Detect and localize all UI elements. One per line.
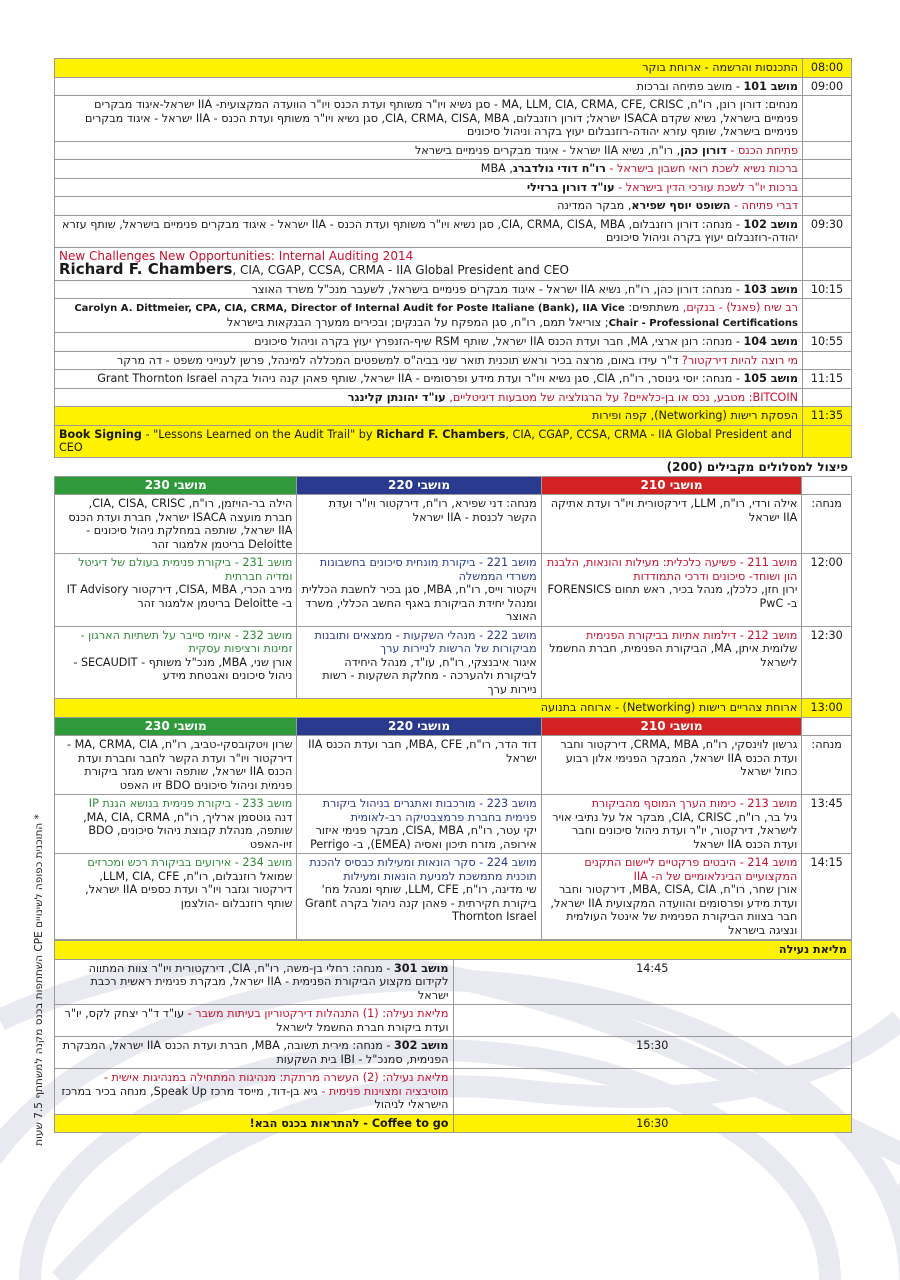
row-1630: 16:30 Coffee to go - להתראות בכנס הבא! (55, 1114, 852, 1133)
plenary-title-row: מליאת נעילה (55, 941, 852, 960)
row-1200: 12:00 מושב 211 - פשיעה כלכלית: מעילות והונאות, הלבנת הון ושוחד- סיכונים ודרכי התמודדות ירון חזן, כלכלן, מנהל בכיר, ראש תחום FORENSICS ב- PwC מושב 221 - ביקורת מונחית סיכונים בחשבונות משרדי הממשלה ויקטור וייס, רו"ח, MBA, סגן בכיר לחשבת הכללית ומנהל יחידת הביקורת באגף החשב הכללי, משרד האוצר מושב 231 - ביקורת פנימית בעולם של דיגיטל ומדיה חברתית מירב הכרי, CISA, MBA, דירקטור IT Advisory ב- Deloitte בריטמן אלמגור זהר (55, 554, 852, 627)
moderators-101-text: מנחים: דורון רונן, רו"ח, MA, LLM, CIA, CRMA, CFE, CRISC - סגן נשיא ויו"ר משותף ועדת הכנס ויו"ר הוועדה המקצועית- IIA ישראל-איגוד מבקרים פנימיים בישראל, נשיא שקדם ISACA ישראל; דורון רוזנבלום, CIA, CRMA, CISA, MBA, סגן נשיא ויו"ר משותף ועדת הכנס - IIA ישראל - איגוד מבקרים פנימיים בישראל, שותף עזרא יהודה-רוזנבלום יעוץ בקרה וניהול סיכונים (55, 96, 803, 142)
keynote-row (55, 247, 852, 280)
parallel-tracks-a (54, 476, 852, 941)
tracks-header: מושבי 210 מושבי 220 מושבי 230 (55, 717, 852, 736)
morning-schedule-table (54, 58, 852, 458)
row-0900 (55, 77, 852, 96)
row-1015: 10:15 מושב 103 - מנחה: דורון כהן, רו"ח, נשיא IIA ישראל - איגוד מבקרים פנימיים בישראל, לשעבר מנכ"ל משרד האוצר (55, 280, 852, 299)
row-1415: 14:15 מושב 214 - היבטים פרקטיים ליישום התקנים המקצועיים הבינלאומיים של ה- IIA אורן שחר, רו"ח, MBA, CISA, CIA, דירקטור וחבר ועדת מידע ופרסומים והוועדה המקצועית IIA ישראל, חבר בצוות הביקורת הפנימית של אינטל העולמית ונציגה בישראל מושב 224 - סקר הונאות ומעילות כבסיס להכנת תוכנית מתמשכת למניעת הונאות ומעילות שי מדינה, רו"ח, LLM, CFE, שותף ומנהל מח' ביקורת חקירתית - פאהן קנה ניהול בקרה Grant Thornton Israel מושב 234 - אירועים בביקורת רכש ומכרזים שמואל רוזנבלום, רו"ח, LLM, CIA, CFE, דירקטור וגזבר ויו"ר ועדת כספים IIA ישראל, שותף רוזנבלום -הולצמן (55, 854, 852, 940)
time-cell: 08:00 (803, 59, 852, 78)
closing-1-row: מליאת נעילה: (1) התנהלות דירקטוריון בעיתות משבר - עו"ד ד"ר יצחק לקס, יו"ר ועדת ביקורת חברת החשמל לישראל (55, 1005, 852, 1037)
greeting-row: דברי פתיחה - השופט יוסף שפירא, מבקר המדינה (55, 197, 852, 216)
track-230-header: מושבי 230 (55, 476, 297, 495)
closing-2-row: מליאת נעילה: (2) העשרה מרתקת: מנהיגות המתחילה במנהיגות אישית - מוטיבציה ומצוינות פנימית - גיא בן-דוד, מייסד מרכז Speak Up, מנחה בכיר במרכז הישראלי לניהול (55, 1069, 852, 1115)
keynote-speaker: Richard F. Chambers, CIA, CGAP, CCSA, CRMA - IIA Global President and CEO (59, 260, 569, 278)
row-1530: 15:30 מושב 302 - מנחה: מירית תשובה, MBA, חברת ועדת הכנס IIA ישראל, המבקרת הפנימית, סמנכ"ל - IBI בית השקעות (55, 1037, 852, 1069)
closing-schedule-table (54, 940, 852, 1133)
moderators-row: מנחה: גרשון לוינסקי, רו"ח, CRMA, MBA, דירקטור וחבר ועדת הכנס IIA ישראל, המבקר הפנימי אלון רבוע כחול ישראל דוד הדר, רו"ח, MBA, CFE, חבר ועדת הכנס IIA ישראל שרון ויטקובסקי-טביב, רו"ח, MA, CRMA, CIA - דירקטור ויו"ר ועדת הקשר לחבר וחברת ועדת הכנס IIA ישראל, שותפה וראש מגזר ביקורת פנימית וניהול סיכונים BDO זיו האפט (55, 736, 852, 795)
session-text: - מושב פתיחה וברכות (636, 79, 744, 93)
row-1055: 10:55 מושב 104 - מנחה: רונן ארצי, MA, חבר ועדת הכנס IIA ישראל, שותף RSM שיף-הזנפרץ יעוץ בקרה וניהול סיכונים (55, 333, 852, 352)
talk-104-row: מי רוצה להיות דירקטור? ד"ר עידו באום, מרצה בכיר וראש תוכנית תואר שני בביה"ס למשפטים המכללה למינהל, פרשן לענייני משפט - דה מרקר (55, 351, 852, 370)
parallel-tracks-title: פיצול למסלולים מקבילים (200) (666, 459, 848, 474)
side-note (20, 700, 58, 1260)
track-220-header: מושבי 220 (297, 476, 541, 495)
greeting-row: ברכות נשיא לשכת רואי חשבון בישראל - רו"ח דודי גולדברג, MBA (55, 160, 852, 179)
tracks-header (55, 476, 852, 495)
greeting-row: ברכות יו"ר לשכת עורכי הדין בישראל - עו"ד דורון ברזילי (55, 178, 852, 197)
row-0930: 09:30 מושב 102 - מנחה: דורון רוזנבלום, CIA, CRMA, CISA, MBA, סגן נשיא ויו"ר משותף ועדת הכנס - IIA ישראל - איגוד מבקרים פנימיים בישראל, שותף עזרא יהודה-רוזנבלום יעוץ בקרה וניהול סיכונים (55, 215, 852, 247)
row-1445: 14:45 מושב 301 - מנחה: רחלי בן-משה, רו"ח, CIA, דירקטורית ויו"ר צוות המתווה לקידום מקצוע הביקורת הפנימית - IIA ישראל, מבקרת פנימית ראשית רכבת ישראל (55, 959, 852, 1005)
row-1230: 12:30 מושב 212 - דילמות אתיות בביקורת הפנימית שלומית איתן, MA, הביקורת הפנימית, חברת החשמל לישראל מושב 222 - מנהלי השקעות - ממצאים ותובנות מביקורות של הרשות לניירות ערך איגור איבנצקי, רו"ח, עו"ד, מנהל היחידה לביקורת ולהערכה - מחלקת השקעות - רשות ניירות ערך מושב 232 - איומי סייבר על תשתיות הארגון - זמינות ורציפות עסקית אורן שני, MBA, מנכ"ל משותף - SECAUDIT - ניהול סיכונים ואבטחת מידע (55, 626, 852, 699)
row-1300: 13:00 ארוחת צהריים רישות (Networking) - ארוחה בתנועה (55, 699, 852, 718)
schedule-page (54, 58, 852, 1133)
session-label: מושב 101 (743, 79, 798, 93)
row-1135: 11:35 הפסקת רישות (Networking), קפה ופירות (55, 407, 852, 426)
keynote-title: New Challenges New Opportunities: Internal Auditing 2014 (59, 248, 414, 263)
track-210-header: מושבי 210 (541, 476, 802, 495)
registration-text: התכנסות והרשמה - ארוחת בוקר (55, 59, 803, 78)
row-0800 (55, 59, 852, 78)
session-101-header (55, 77, 803, 96)
moderators-row: מנחה: אילה ורדי, רו"ח, LLM, דירקטורית ויו"ר ועדת אתיקה IIA ישראל מנחה: דני שפירא, רו"ח, דירקטור ויו"ר ועדת הקשר לכנסת - IIA ישראל הילה בר-הויזמן, רו"ח, CIA, CISA, CRISC, חברת מועצה ISACA ישראל, חברת ועדת הכנס IIA ישראל, שותפה במחלקת ניהול סיכונים - Deloitte בריטמן אלמגור זהר (55, 495, 852, 554)
side-note-text: * התוכנית כפופה לשינויים CPE השתתפות בכנס מקנה למשתתף 7.5 שעות (33, 814, 45, 1146)
row-moderators-101 (55, 96, 852, 142)
time-cell: 09:00 (803, 77, 852, 96)
greeting-row: פתיחת הכנס - דורון כהן, רו"ח, נשיא IIA ישראל - איגוד מבקרים פנימיים בישראל (55, 141, 852, 160)
row-1115: 11:15 מושב 105 - מנחה: יוסי גינוסר, רו"ח, CIA, סגן נשיא ויו"ר ועדת מידע ופרסומים - IIA ישראל, שותף פאהן קנה ניהול בקרה Grant Thornton Israel (55, 370, 852, 389)
panel-row: רב שיח (פאנל) - בנקים, משתתפים: Carolyn A. Dittmeier, CPA, CIA, CRMA, Director of Internal Audit for Poste Italiane (Bank), IIA Vice Chair - Professional Certifications; צוריאל תמם, רו"ח, סגן המפקח על הבנקים; ובכירים ממערך הבנקאות בישראל (55, 299, 852, 333)
talk-105-row: BITCOIN: מטבע, נכס או בן-כלאיים? על הרגולציה של מטבעות דיגיטליים, עו"ד יהונתן קלינגר (55, 388, 852, 407)
book-signing-row: Book Signing - "Lessons Learned on the Audit Trail" by Richard F. Chambers, CIA, CGAP, CCSA, CRMA - IIA Global President and CEO (55, 425, 852, 457)
row-1345: 13:45 מושב 213 - כימות הערך המוסף מהביקורת גיל בר, רו"ח, CIA, CRISC, מבקר אל על נתיבי אויר לישראל, דירקטור, יו"ר ועדת ניהול סיכונים וחבר ועדת הכנס IIA ישראל מושב 223 - מורכבות ואתגרים בניהול ביקורת פנימית בחברת פרמצבטיקה רב-לאומית יקי עטר, רו"ח, CISA, MBA, מבקר פנימי איזור אירופה, מזרח תיכון ואסיה (EMEA), ב- Perrigo מושב 233 - ביקורת פנימית בנושא הגנת IP דנה גוטסמן ארליך, רו"ח, MA, CIA, CRMA, שותפה, מנהלת קבוצת ניהול סיכונים, BDO זיו-האפט (55, 795, 852, 854)
